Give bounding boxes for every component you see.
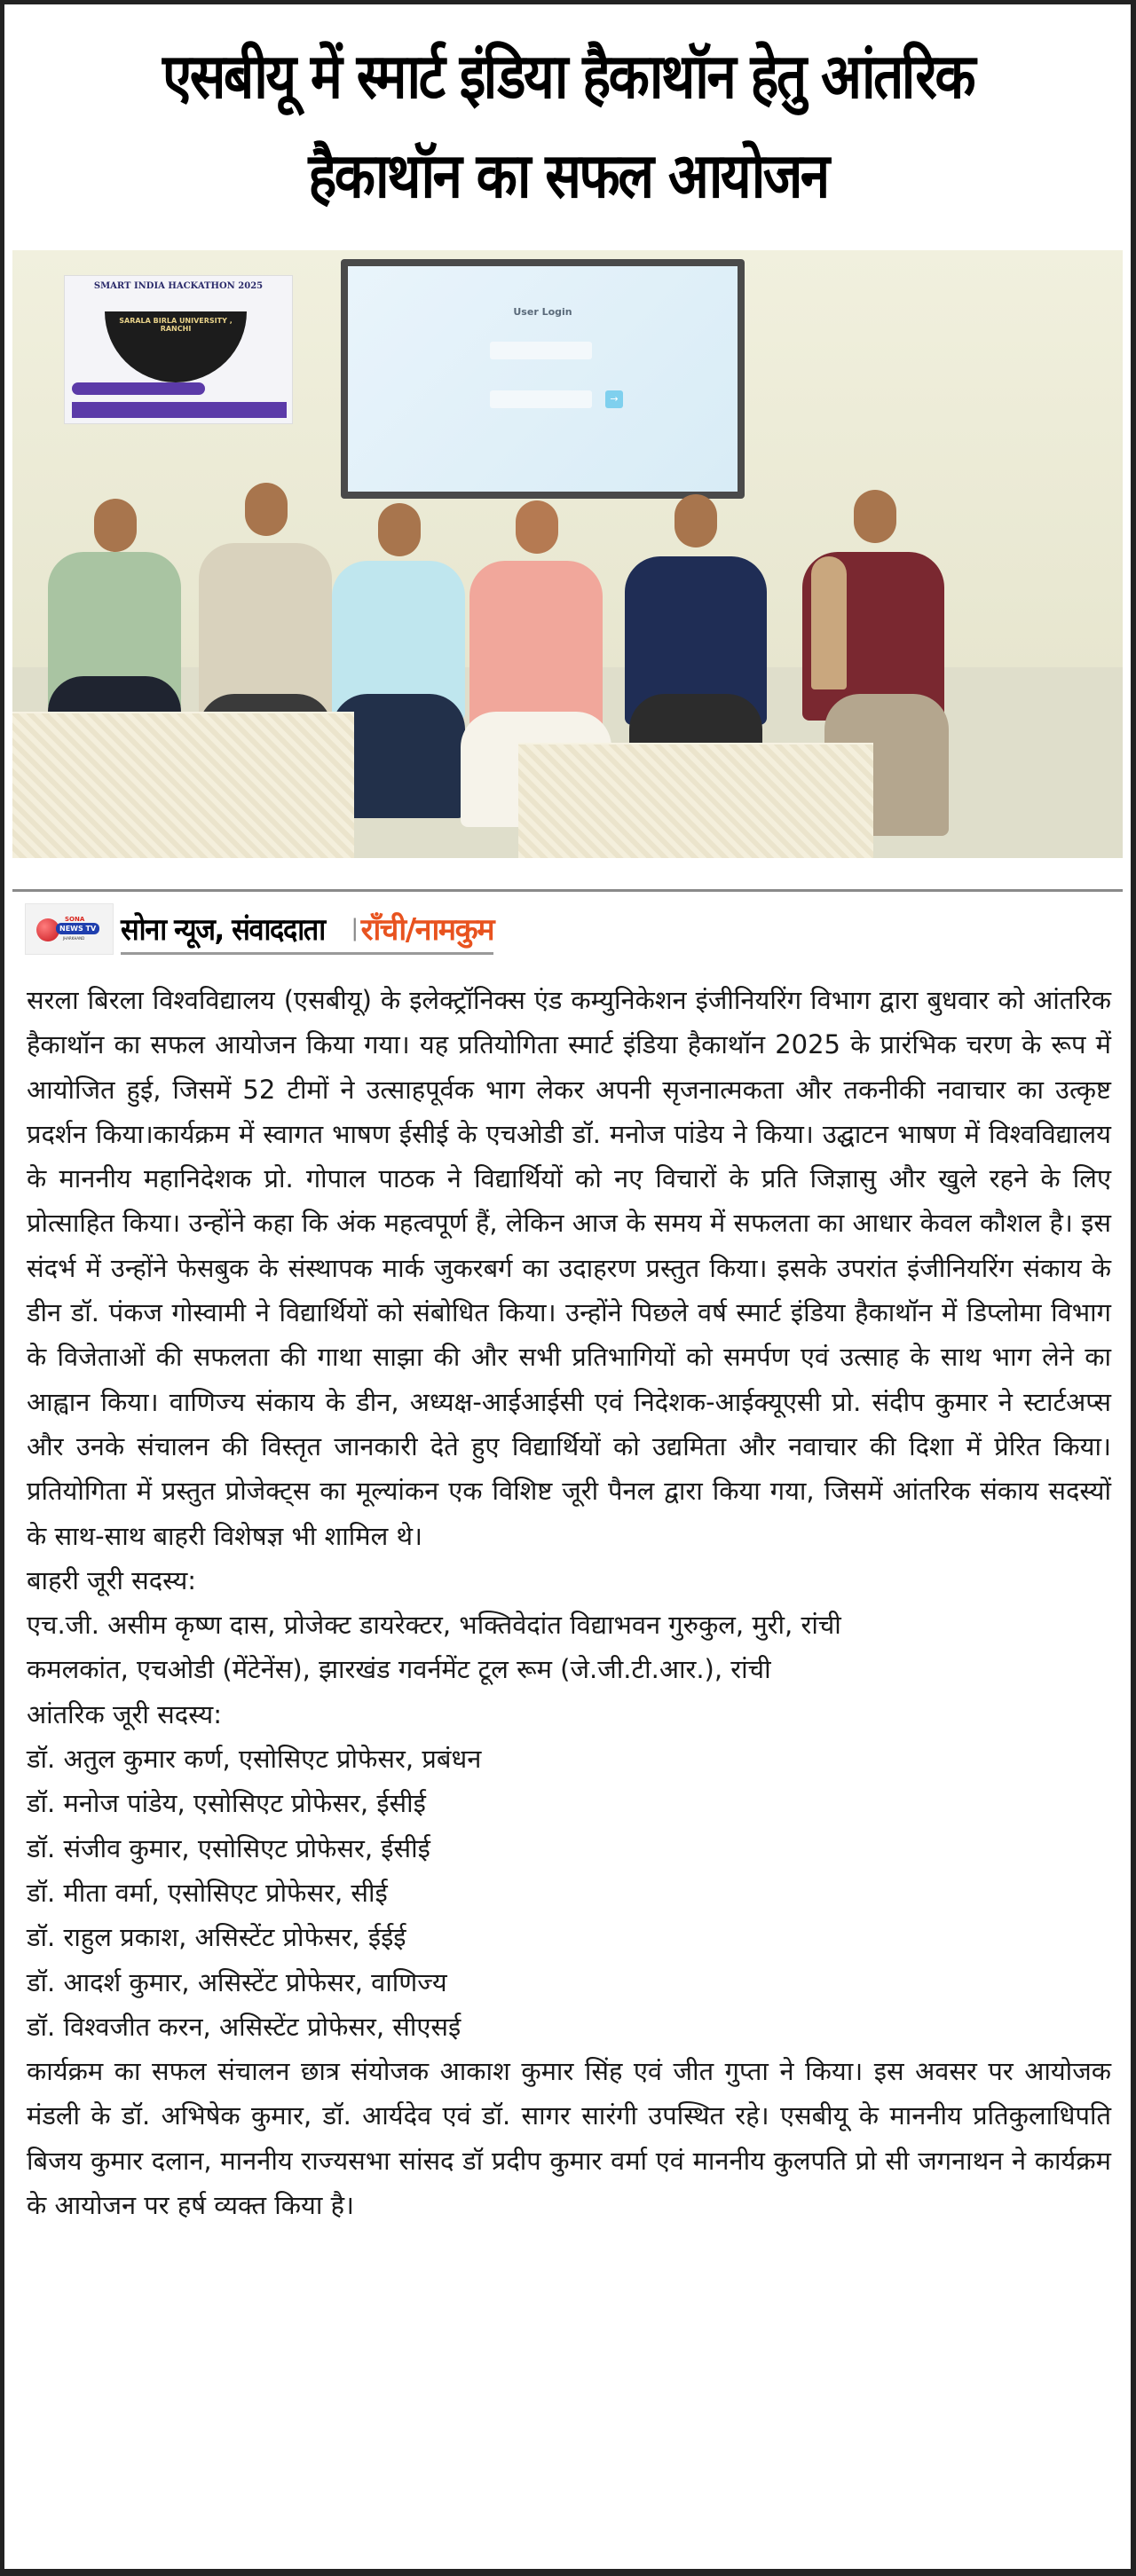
display-screen <box>341 259 745 499</box>
internal-jury-item: डॉ. मनोज पांडेय, एसोसिएट प्रोफेसर, ईसीई <box>27 1788 426 1819</box>
external-jury-heading: बाहरी जूरी सदस्य: <box>27 1564 197 1595</box>
internal-jury-item: डॉ. मीता वर्मा, एसोसिएट प्रोफेसर, सीई <box>27 1877 388 1908</box>
poster-title: SMART INDIA HACKATHON 2025 <box>93 281 264 291</box>
screen-username-field <box>490 342 592 359</box>
event-photo <box>12 250 1123 858</box>
external-jury-item: कमलकांत, एचओडी (मेंटेनेंस), झारखंड गवर्नमेंट टूल रूम (जे.जी.टी.आर.), रांची <box>27 1654 771 1685</box>
hackathon-poster <box>64 275 293 424</box>
table-right <box>518 743 873 858</box>
byline-text <box>121 903 493 955</box>
person-6-vest <box>811 556 847 689</box>
article-body <box>27 978 1111 2227</box>
table-left <box>12 712 354 858</box>
person-3-head <box>378 503 421 556</box>
poster-university: SARALA BIRLA UNIVERSITY , RANCHI <box>119 317 233 333</box>
screen-display <box>348 266 738 492</box>
byline-source: सोना न्यूज, संवाददाता <box>121 911 325 948</box>
internal-jury-heading: आंतरिक जूरी सदस्य: <box>27 1698 223 1729</box>
byline <box>25 902 493 956</box>
internal-jury-item: डॉ. संजीव कुमार, एसोसिएट प्रोफेसर, ईसीई <box>27 1832 430 1863</box>
sona-news-logo <box>25 903 114 955</box>
article-closing: कार्यक्रम का सफल संचालन छात्र संयोजक आकाश कुमार सिंह एवं जीत गुप्ता ने किया। इस अवसर पर आयोजक मंडली के डॉ. अभिषेक कुमार, डॉ. आर्यदेव एवं डॉ. सागर सारंगी उपस्थित रहे। एसबीयू के माननीय प्रतिकुलाधिपति बिजय कुमार दलान, माननीय राज्यसभा सांसद डॉ प्रदीप कुमार वर्मा एवं माननीय कुलपति प्रो सी जगनाथन ने कार्यक्रम के आयोजन पर हर्ष व्यक्त किया है। <box>27 2056 1111 2221</box>
person-6-head <box>854 490 896 543</box>
poster-tagline-bar <box>72 382 205 395</box>
byline-location: राँची/नामकुम <box>360 911 494 948</box>
screen-login-title: User Login <box>513 306 572 318</box>
article-intro: सरला बिरला विश्वविद्यालय (एसबीयू) के इलेक्ट्रॉनिक्स एंड कम्युनिकेशन इंजीनियरिंग विभाग द्वारा बुधवार को आंतरिक हैकाथॉन का सफल आयोजन किया गया। यह प्रतियोगिता स्मार्ट इंडिया हैकाथॉन 2025 के प्रारंभिक चरण के रूप में आयोजित हुई, जिसमें 52 टीमों ने उत्साहपूर्वक भाग लेकर अपनी सृजनात्मकता और तकनीकी नवाचार का उत्कृष्ट प्रदर्शन किया।कार्यक्रम में स्वागत भाषण ईसीई के एचओडी डॉ. मनोज पांडेय ने किया। उद्घाटन भाषण में विश्वविद्यालय के माननीय महानिदेशक प्रो. गोपाल पाठक ने विद्यार्थियों को नए विचारों के प्रति जिज्ञासु और खुले रहने के लिए प्रोत्साहित किया। उन्होंने कहा कि अंक महत्वपूर्ण हैं, लेकिन आज के समय में सफलता का आधार केवल कौशल है। इस संदर्भ में उन्होंने फेसबुक के संस्थापक मार्क जुकरबर्ग का उदाहरण प्रस्तुत किया। इसके उपरांत इंजीनियरिंग संकाय के डीन डॉ. पंकज गोस्वामी ने विद्यार्थियों को संबोधित किया। उन्होंने पिछले वर्ष स्मार्ट इंडिया हैकाथॉन में डिप्लोमा विभाग के विजेताओं की सफलता की गाथा साझा की और सभी प्रतिभागियों को समर्पण एवं उत्साह के साथ भाग लेने का आह्वान किया। वाणिज्य संकाय के डीन, अध्यक्ष-आईआईसी एवं निदेशक-आईक्यूएसी प्रो. संदीप कुमार ने स्टार्टअप्स और उनके संचालन की विस्तृत जानकारी देते हुए विद्यार्थियों को उद्यमिता और नवाचार की दिशा में प्रेरित किया। प्रतियोगिता में प्रस्तुत प्रोजेक्ट्स का मूल्यांकन एक विशिष्ट जूरी पैनल द्वारा किया गया, जिसमें आंतरिक संकाय सदस्यों के साथ-साथ बाहरी विशेषज्ञ भी शामिल थे। <box>27 985 1111 1551</box>
section-divider <box>12 889 1123 892</box>
screen-arrow-icon: → <box>605 390 623 408</box>
headline-line-1: एसबीयू में स्मार्ट इंडिया हैकाथॉन हेतु आंतरिक <box>162 40 974 113</box>
internal-jury-item: डॉ. अतुल कुमार कर्ण, एसोसिएट प्रोफेसर, प्रबंधन <box>27 1744 482 1775</box>
person-1-head <box>94 499 137 552</box>
person-2-head <box>245 483 288 536</box>
internal-jury-item: डॉ. आदर्श कुमार, असिस्टेंट प्रोफेसर, वाणिज्य <box>27 1966 447 1997</box>
person-5-head <box>674 494 717 547</box>
byline-separator: | <box>351 914 358 941</box>
external-jury-item: एच.जी. असीम कृष्ण दास, प्रोजेक्ट डायरेक्टर, भक्तिवेदांत विद्याभवन गुरुकुल, मुरी, रांची <box>27 1610 841 1641</box>
screen-password-field <box>490 390 592 408</box>
internal-jury-item: डॉ. राहुल प्रकाश, असिस्टेंट प्रोफेसर, ईईई <box>27 1922 406 1953</box>
logo-main: NEWS TV <box>56 923 99 934</box>
logo-top: SONA <box>65 916 85 923</box>
poster-banner <box>105 311 247 382</box>
poster-footer-bar <box>72 402 287 418</box>
person-4-head <box>516 500 558 554</box>
headline <box>91 27 1046 225</box>
headline-line-2: हैकाथॉन का सफल आयोजन <box>308 139 828 212</box>
logo-sub: JHARKHAND <box>63 936 85 941</box>
internal-jury-item: डॉ. विश्वजीत करन, असिस्टेंट प्रोफेसर, सीएसई <box>27 2011 462 2042</box>
